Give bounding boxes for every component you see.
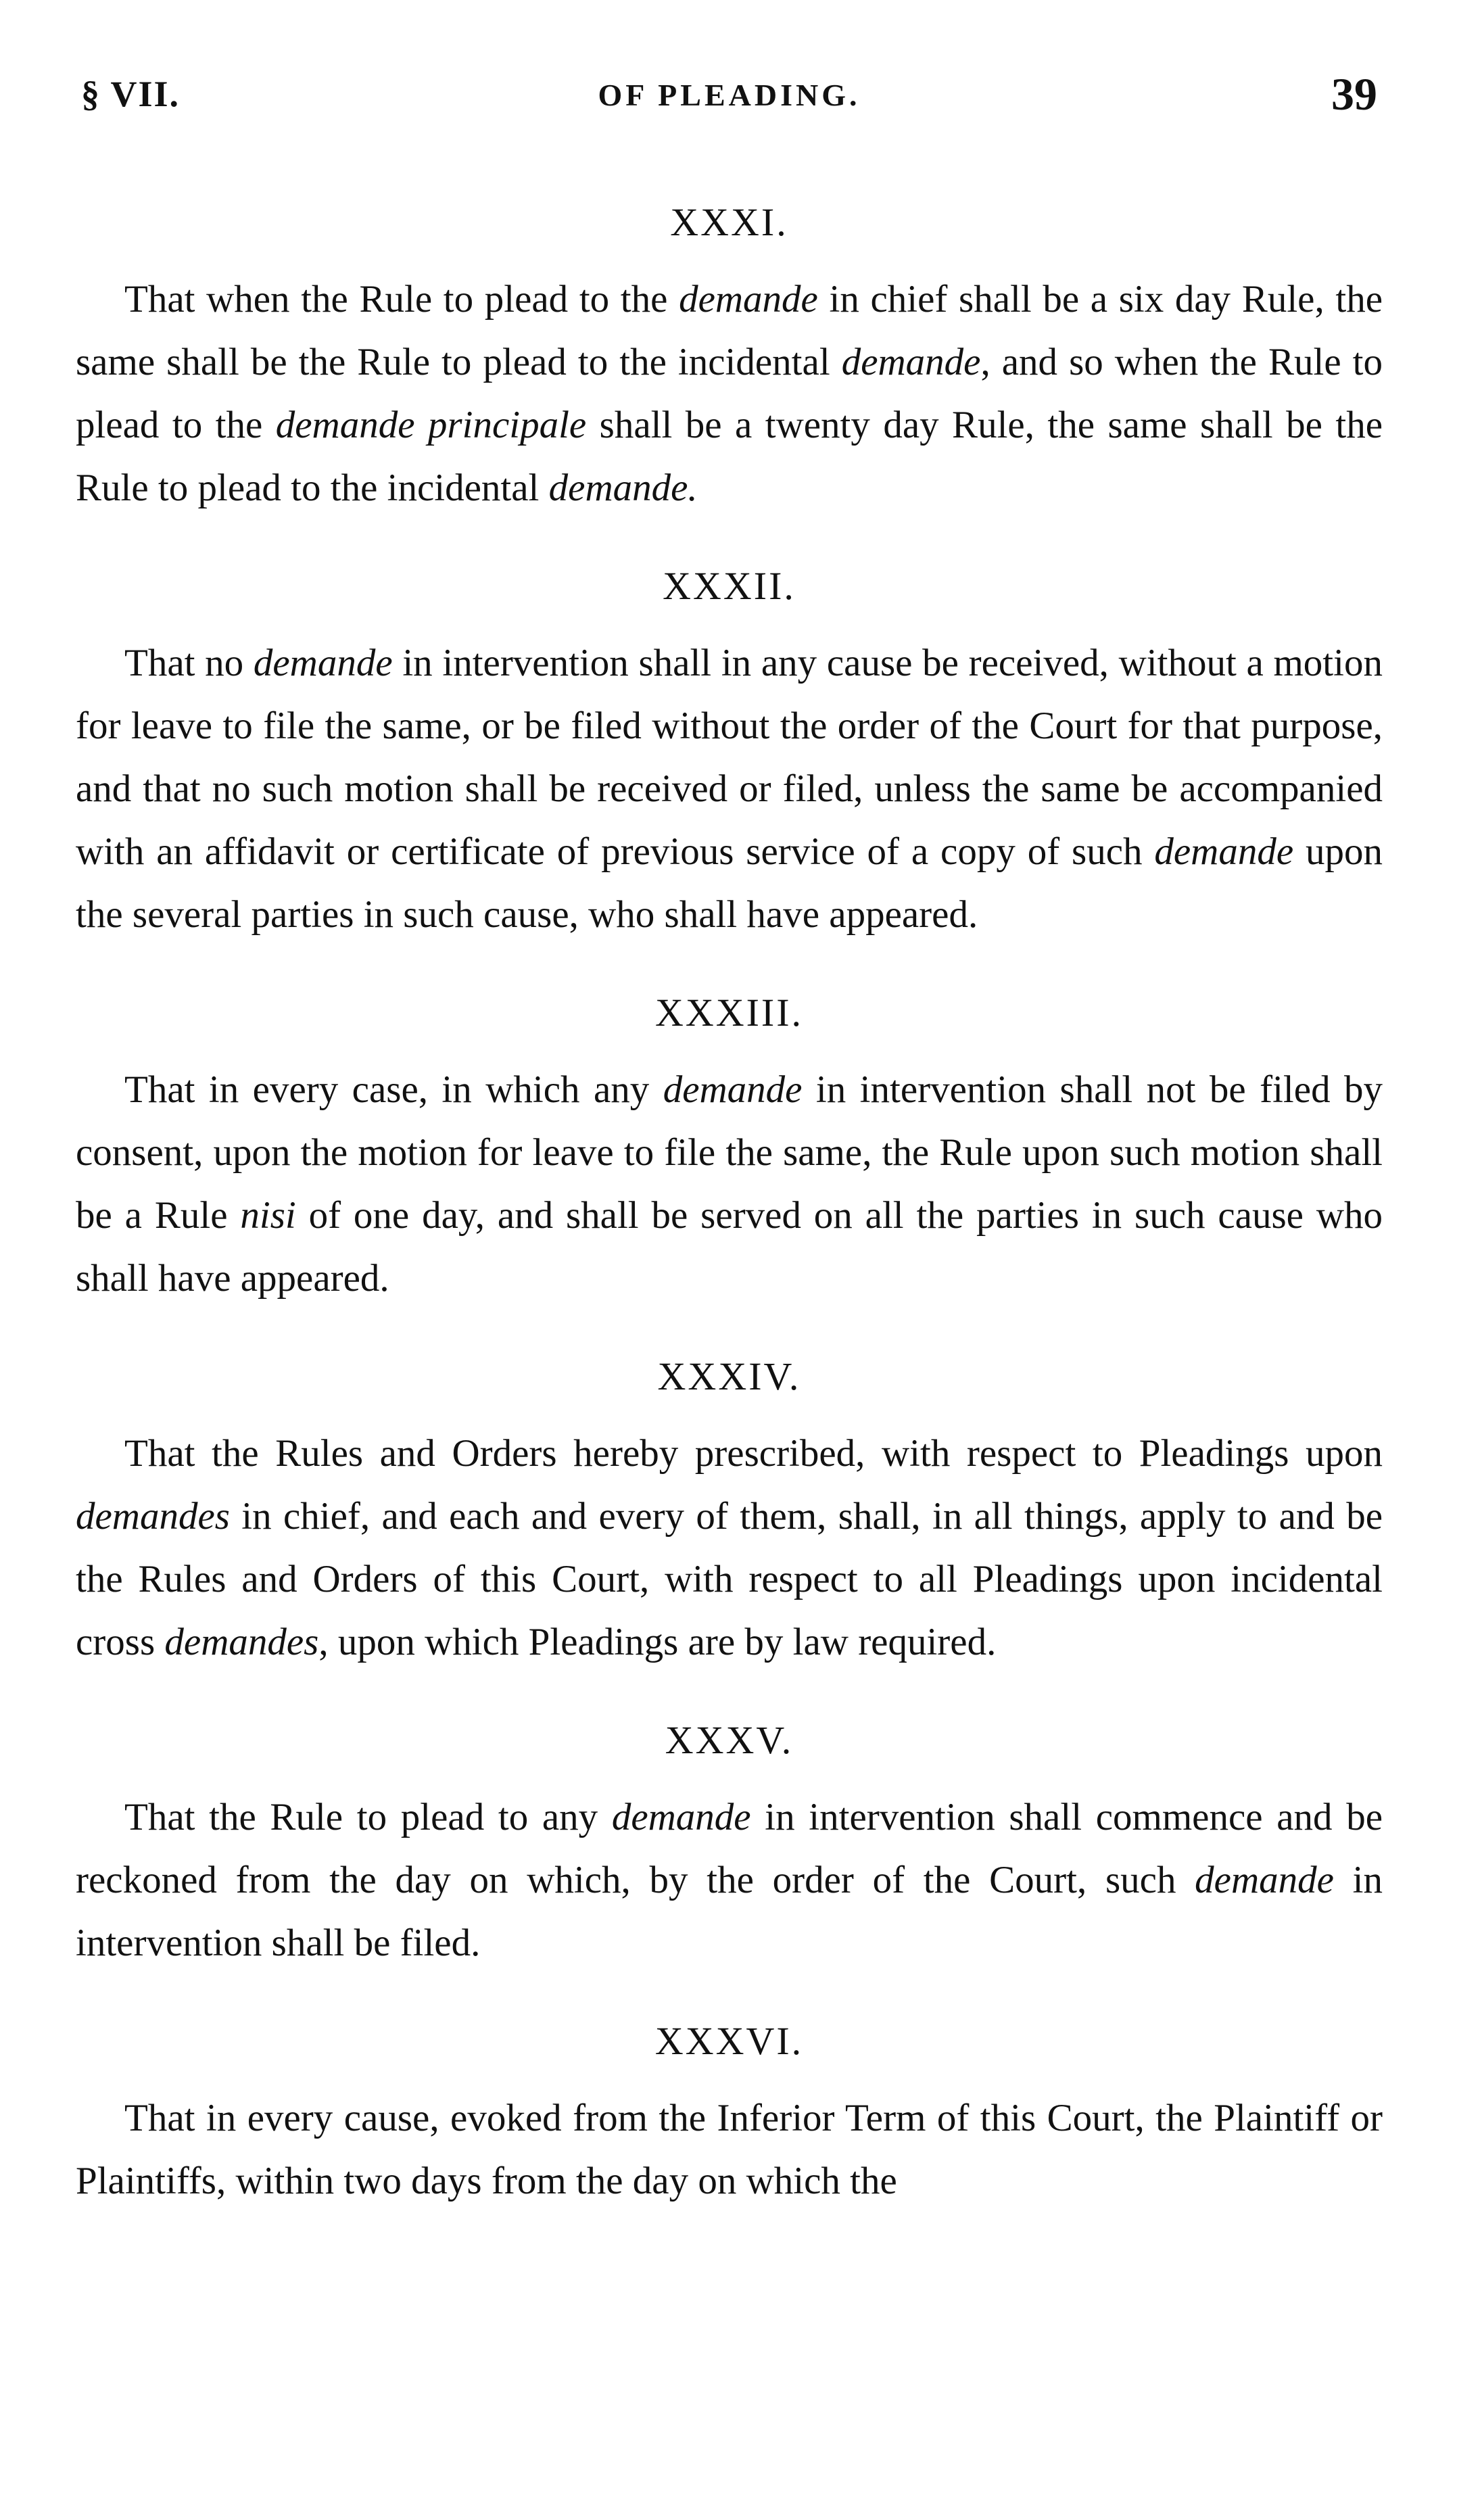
text-run: of one day, and shall be served on all the parties in such cause who shall have appeared. xyxy=(76,1194,1383,1300)
italic-term: demande xyxy=(841,341,981,383)
text-run: in intervention shall in any cause be received, without a motion for leave to file the same, or be filed without the order of the Court for that purpose, and that no such motion shall be received or filed, unless the same be accompanied with an affidavit or certificate of previous service of a copy of such xyxy=(76,642,1383,873)
text-run: That the Rules and Orders hereby prescribed, with respect to Pleadings upon xyxy=(124,1432,1383,1475)
rule-text xyxy=(76,1786,1383,1974)
rule-section xyxy=(76,200,1383,519)
rule-text xyxy=(76,2087,1383,2212)
text-run: , upon which Pleadings are by law required. xyxy=(318,1621,997,1663)
rule-numeral: XXXV. xyxy=(665,1718,794,1762)
rule-section xyxy=(76,1354,1383,1673)
rule-numeral: XXXVI. xyxy=(654,2019,804,2063)
text-run: in intervention shall commence and be reckoned from the day on which, by the order of the Court, such xyxy=(76,1796,1383,1901)
running-header xyxy=(81,68,1377,128)
rule-numeral: XXXIV. xyxy=(657,1354,801,1398)
rule-numeral: XXXII. xyxy=(663,564,796,608)
text-run: in intervention shall be filed. xyxy=(76,1859,1383,1964)
rule-section xyxy=(76,564,1383,946)
italic-term: demande. xyxy=(548,467,698,509)
rule-numeral: XXXIII. xyxy=(654,991,804,1035)
text-run: , and so when the Rule to plead to the xyxy=(76,341,1383,446)
page-number: 39 xyxy=(1331,68,1377,120)
text-run: in chief shall be a six day Rule, the same shall be the Rule to plead to the incidental xyxy=(76,278,1383,383)
text-run: That when the Rule to plead to the xyxy=(124,278,679,320)
italic-term: demande xyxy=(1195,1859,1334,1901)
text-run: That no xyxy=(124,642,254,684)
text-run: in intervention shall not be filed by consent, upon the motion for leave to file the same, the Rule upon such motion shall be a Rule xyxy=(76,1068,1383,1237)
italic-term: demande xyxy=(1154,830,1294,873)
rule-text xyxy=(76,268,1383,519)
rule-numeral: XXXI. xyxy=(670,200,788,244)
page-body xyxy=(76,200,1383,2260)
rule-section xyxy=(76,2019,1383,2212)
text-run: shall be a twenty day Rule, the same shall be the Rule to plead to the incidental xyxy=(76,404,1383,509)
rule-section xyxy=(76,1718,1383,1974)
italic-term: demandes xyxy=(164,1621,319,1663)
italic-term: demande principale xyxy=(275,404,587,446)
header-section-number: § VII. xyxy=(81,74,181,114)
italic-term: demande xyxy=(611,1796,751,1838)
text-run: That the Rule to plead to any xyxy=(124,1796,612,1838)
rule-text xyxy=(76,1422,1383,1673)
rule-section xyxy=(76,993,1383,1310)
text-run: upon the several parties in such cause, who shall have appeared. xyxy=(76,830,1383,936)
italic-term: demande xyxy=(679,278,818,320)
rule-text xyxy=(76,1058,1383,1310)
italic-term: demandes xyxy=(76,1495,230,1538)
text-run: in chief, and each and every of them, shall, in all things, apply to and be the Rules and Orders of this Court, with respect to all Pleadings upon incidental cross xyxy=(76,1495,1383,1663)
italic-term: demande xyxy=(253,642,393,684)
text-run: That in every cause, evoked from the Inferior Term of this Court, the Plaintiff or Plaintiffs, within two days from the day on which the xyxy=(76,2097,1383,2202)
text-run: That in every case, in which any xyxy=(124,1068,663,1111)
italic-term: nisi xyxy=(240,1194,296,1237)
rule-text xyxy=(76,632,1383,946)
header-title: OF PLEADING. xyxy=(598,78,861,112)
italic-term: demande xyxy=(663,1068,803,1111)
